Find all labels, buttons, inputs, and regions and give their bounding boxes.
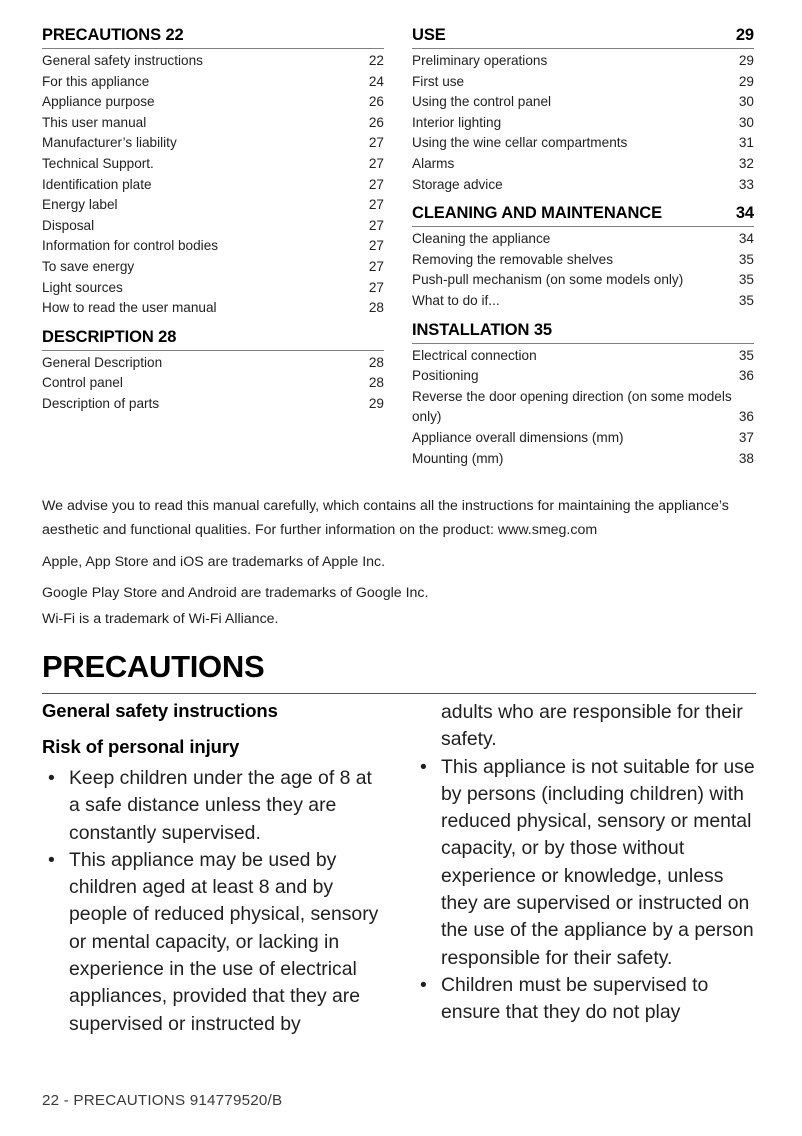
toc-section-rule [412, 48, 754, 49]
toc-section-precautions [42, 26, 384, 319]
toc-entry-page: 36 [738, 409, 754, 425]
toc-entry-label: Reverse the door opening direction (on some models only) [412, 388, 732, 425]
toc-entry-page: 27 [368, 135, 384, 151]
toc-entry[interactable] [42, 394, 384, 415]
toc-section-heading [42, 26, 384, 46]
toc-entry-page: 22 [368, 53, 384, 68]
toc-section-title: CLEANING AND MAINTENANCE [412, 204, 662, 223]
bullet-icon: • [48, 767, 55, 789]
toc-entry-label: Technical Support. [42, 155, 154, 171]
toc-entry-page: 35 [738, 292, 754, 308]
toc-entry-page: 27 [368, 176, 384, 192]
toc-entry-label: Disposal [42, 217, 95, 233]
toc-entry-label: Preliminary operations [412, 53, 548, 68]
toc-entry[interactable] [412, 366, 754, 387]
toc-entry-label: Electrical connection [412, 347, 537, 363]
toc-entry[interactable] [42, 92, 384, 113]
toc-entry-label: Manufacturer’s liability [42, 135, 177, 151]
toc-entry[interactable] [42, 373, 384, 394]
toc-entry-page: 27 [368, 197, 384, 213]
toc-section-heading [412, 321, 754, 341]
toc-entry-page: 38 [738, 450, 754, 466]
toc-entry-label: Energy label [42, 197, 118, 213]
toc-entry[interactable] [412, 270, 754, 291]
toc-entry-page: 29 [368, 395, 384, 411]
toc-entry-page: 37 [738, 429, 754, 445]
toc-entry-label: Removing the removable shelves [412, 251, 613, 267]
toc-entry[interactable] [412, 229, 754, 250]
toc-entry[interactable] [42, 298, 384, 319]
trademark-apple-text: Apple, App Store and iOS are trademarks of Apple Inc. [42, 554, 386, 570]
table-of-contents [42, 26, 754, 469]
toc-entry-label: Storage advice [412, 176, 503, 192]
toc-section-rule [412, 226, 754, 227]
toc-entry[interactable] [412, 175, 754, 196]
toc-section-page: 29 [735, 26, 754, 44]
toc-entry[interactable] [42, 72, 384, 93]
toc-entry[interactable] [412, 449, 754, 470]
toc-entry-label: Push-pull mechanism (on some models only) [412, 272, 684, 288]
list-item [42, 847, 384, 1038]
toc-section-heading [412, 26, 754, 46]
spacer [42, 319, 384, 328]
spacer [412, 312, 754, 321]
toc-entry[interactable] [42, 257, 384, 278]
toc-entry-label: Using the control panel [412, 94, 552, 110]
toc-entry[interactable] [42, 113, 384, 134]
page-title-rule [42, 693, 756, 694]
list-item [414, 972, 756, 1027]
left-bullet-list [42, 765, 384, 1038]
toc-entry-label: What to do if... [412, 292, 500, 308]
toc-entry-page: 31 [738, 135, 754, 151]
toc-section-title: USE [412, 26, 446, 44]
bullet-icon: • [48, 848, 55, 871]
toc-entry-label: Appliance purpose [42, 94, 155, 110]
toc-entry-label: General Description [42, 354, 163, 370]
subheading-risk-of-personal-injury: Risk of personal injury [42, 736, 240, 757]
toc-entry-page: 33 [738, 176, 754, 192]
toc-entry-page: 27 [368, 258, 384, 274]
toc-left-column [42, 26, 384, 469]
toc-entry-page: 29 [738, 73, 754, 89]
toc-entry[interactable] [412, 72, 754, 93]
toc-entry[interactable] [42, 236, 384, 257]
toc-entry-label: Positioning [412, 368, 479, 384]
toc-entry-label: Cleaning the appliance [412, 231, 551, 247]
toc-entry-page: 35 [738, 272, 754, 288]
toc-right-column [412, 26, 754, 469]
toc-entry-label: Alarms [412, 155, 455, 171]
toc-section-heading [412, 204, 754, 224]
continued-text: adults who are responsible for their safety. [441, 701, 743, 751]
trademark-wifi-text: Wi-Fi is a trademark of Wi-Fi Alliance. [42, 611, 279, 627]
toc-section-title: PRECAUTIONS 22 [42, 26, 184, 44]
toc-section-description [42, 328, 384, 415]
bullet-icon: • [420, 755, 427, 778]
toc-entry[interactable] [412, 291, 754, 312]
toc-entry[interactable] [412, 51, 754, 72]
toc-entry-page: 28 [368, 375, 384, 391]
toc-entry-label: Interior lighting [412, 114, 502, 130]
page-title: PRECAUTIONS [42, 649, 265, 684]
toc-entry[interactable] [412, 133, 754, 154]
toc-entry[interactable] [42, 353, 384, 374]
toc-section-heading [42, 328, 384, 348]
intro-advice-text: We advise you to read this manual carefully, which contains all the instructions for maintaining the appliance’s aesthetic and functional qualities. For further information on the product: www.smeg.com [42, 498, 729, 538]
toc-entry-page: 35 [738, 347, 754, 363]
toc-entry-page: 28 [368, 300, 384, 316]
body-left-column [42, 699, 384, 1038]
toc-entry-label: To save energy [42, 258, 135, 274]
toc-entry-label: Using the wine cellar compartments [412, 135, 628, 151]
toc-entry-label: For this appliance [42, 73, 150, 89]
toc-section-rule [42, 350, 384, 351]
page-footer: 22 - PRECAUTIONS 914779520/B [42, 1092, 283, 1109]
subheading-general-safety-instructions: General safety instructions [42, 700, 278, 721]
toc-section-rule [42, 48, 384, 49]
spacer [412, 195, 754, 204]
toc-entry-page: 29 [738, 53, 754, 68]
toc-entry-page: 27 [368, 155, 384, 171]
toc-entry-label: Identification plate [42, 176, 152, 192]
toc-entry-page: 28 [368, 354, 384, 370]
toc-entry[interactable] [412, 428, 754, 449]
toc-entry-page: 26 [368, 114, 384, 130]
toc-entry[interactable] [42, 154, 384, 175]
toc-entry[interactable] [42, 175, 384, 196]
toc-section-rule [412, 343, 754, 344]
body-columns [42, 699, 756, 1038]
toc-entry[interactable] [412, 387, 754, 428]
toc-entry[interactable] [42, 195, 384, 216]
toc-entry-page: 30 [738, 114, 754, 130]
toc-entry[interactable] [412, 154, 754, 175]
toc-entry[interactable] [42, 216, 384, 237]
toc-entry-label: Information for control bodies [42, 238, 219, 254]
list-item-text: Keep children under the age of 8 at a safe distance unless they are constantly supervised. [69, 767, 372, 844]
toc-entry[interactable] [412, 113, 754, 134]
toc-entry[interactable] [42, 133, 384, 154]
toc-entry-label: Appliance overall dimensions (mm) [412, 429, 624, 445]
toc-entry-page: 35 [738, 251, 754, 267]
toc-entry-page: 34 [738, 231, 754, 247]
toc-entry-label: How to read the user manual [42, 300, 217, 316]
toc-section-page: 34 [735, 204, 754, 223]
toc-section-installation [412, 321, 754, 470]
right-bullet-list [414, 754, 756, 1027]
trademark-google-text: Google Play Store and Android are trademarks of Google Inc. [42, 584, 429, 601]
toc-section-cleaning-and-maintenance [412, 204, 754, 311]
toc-entry-page: 36 [738, 368, 754, 384]
toc-section-title: INSTALLATION 35 [412, 320, 552, 339]
toc-entry-label: Mounting (mm) [412, 450, 504, 466]
toc-entry-page: 27 [368, 238, 384, 254]
toc-entry-label: Description of parts [42, 395, 160, 411]
toc-entry-label: First use [412, 73, 465, 89]
toc-entry[interactable] [412, 92, 754, 113]
body-right-column [414, 699, 756, 1038]
list-item [414, 754, 756, 972]
list-item [42, 765, 384, 847]
toc-entry-label: Control panel [42, 375, 123, 391]
toc-entry-label: Light sources [42, 279, 123, 295]
toc-entry[interactable] [412, 346, 754, 367]
list-item-text: Children must be supervised to ensure that they do not play [441, 973, 709, 1024]
intro-paragraphs [42, 481, 756, 639]
toc-entry-page: 26 [368, 94, 384, 110]
toc-entry-label: General safety instructions [42, 53, 203, 68]
bullet-icon: • [420, 973, 427, 996]
toc-entry-label: This user manual [42, 114, 147, 130]
toc-entry-page: 27 [368, 217, 384, 233]
toc-entry-page: 27 [368, 279, 384, 295]
list-item-text: This appliance is not suitable for use by persons (including children) with reduced physical, sensory or mental capacity, or by those without experience or knowledge, unless they are supervised or instructed on the use of the appliance by a person responsible for their safety. [441, 755, 755, 969]
toc-entry-page: 32 [738, 155, 754, 171]
toc-entry[interactable] [42, 51, 384, 72]
toc-entry[interactable] [412, 250, 754, 271]
toc-entry-page: 30 [738, 94, 754, 110]
toc-entry[interactable] [42, 278, 384, 299]
toc-section-use [412, 26, 754, 195]
toc-entry-page: 24 [368, 73, 384, 89]
list-item-text: This appliance may be used by children aged at least 8 and by people of reduced physical, sensory or mental capacity, or lacking in experience in the use of electrical appliances, provided that they are supervised or instructed by [69, 848, 379, 1035]
toc-section-title: DESCRIPTION 28 [42, 327, 177, 346]
